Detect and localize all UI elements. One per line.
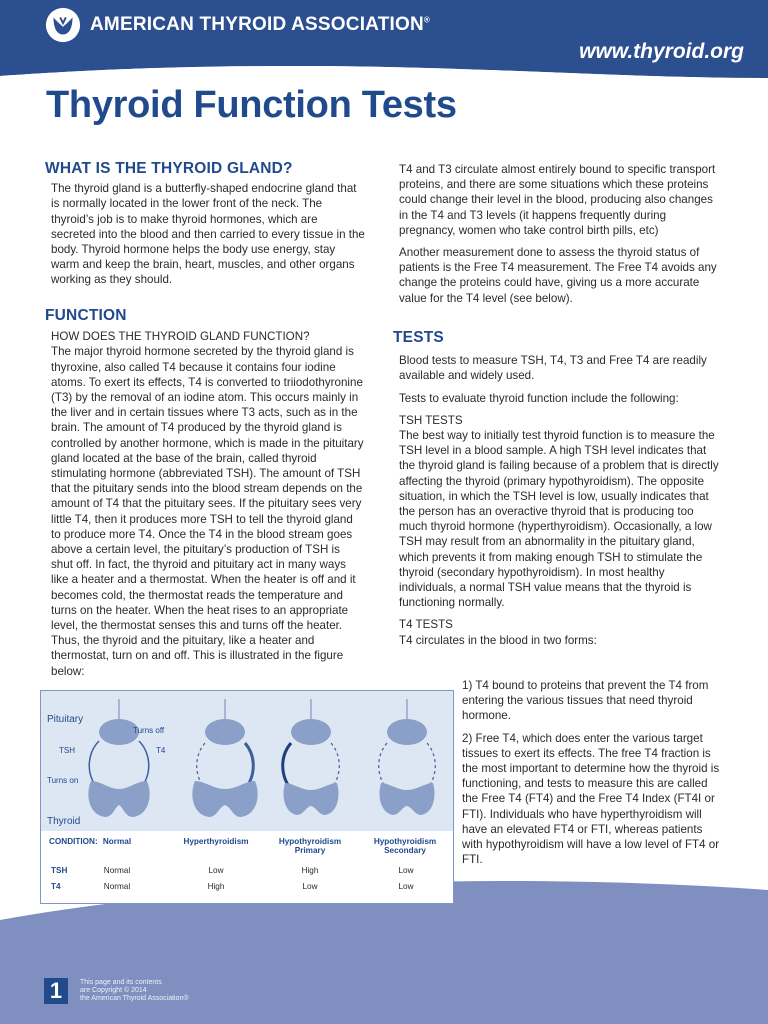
paragraph-free-t4: Another measurement done to assess the thyroid status of patients is the Free T4 measurement. The Free T4 avoids any change the proteins could have, giving us a more accurate value for the T4 level (see below). — [399, 246, 717, 305]
label-tsh: TSH — [59, 746, 75, 755]
t4-form-free: 2) Free T4, which does enter the various target tissues to exert its effects. The free T4 fraction is the most important to determine how the thyroid is functioning, and tests to measure this are called the Free T4 (FT4) and the Free T4 Index (FT4I or FTI). Individuals who have hyperthyroidism will have an elevated FT4 or FTI, whereas patients with hypothyroidism will have a low level of FT4 or FTI. — [462, 731, 720, 867]
question-function: HOW DOES THE THYROID GLAND FUNCTION? — [51, 330, 310, 344]
tests-section — [393, 330, 721, 655]
function-section — [45, 308, 365, 686]
feedback-diagram — [41, 691, 453, 831]
website-link[interactable]: www.thyroid.org — [579, 40, 744, 63]
condition-label: CONDITION: — [49, 837, 98, 846]
paragraph-function: The major thyroid hormone secreted by the thyroid gland is thyroxine, also called T4 because it contains four iodine atoms. To exert its effects, T4 is converted to triiodothyronine (T3) by the removal of an iodine atom. This occurs mainly in the liver and in certain tissues where T3 acts, such as in the brain. The amount of T4 produced by the thyroid gland is controlled by another hormone, which is made in the pituitary gland located at the base of the brain, called thyroid stimulating hormone (abbreviated TSH). The amount of TSH that the pituitary sends into the blood stream depends on the amount of T4 that the pituitary sees. If the pituitary sees very little T4, then it produces more TSH to tell the thyroid gland to produce more T4. Once the T4 in the blood stream goes above a certain level, the pituitary’s production of TSH is shut off. In fact, the thyroid and pituitary act in many ways like a heater and a thermostat. When the heater is off and it becomes cold, the thermostat reads the temperature and turns on the heater. When the heat rises to an appropriate level, the thermostat senses this and turns off the heater. Thus, the thyroid and the pituitary, like a heater and thermostat, turn on and off. This is illustrated in the figure below: — [51, 345, 364, 678]
label-turns-on: Turns on — [47, 776, 79, 785]
heading-function: FUNCTION — [45, 307, 127, 324]
col-normal: Normal — [102, 837, 132, 846]
ata-logo — [44, 6, 430, 44]
label-t4: T4 — [156, 746, 166, 755]
row-t4-label: T4 — [51, 882, 61, 891]
col-hyper: Hyperthyroidism — [183, 837, 249, 846]
t4-normal: Normal — [103, 882, 131, 891]
t4-hyper: High — [207, 882, 225, 891]
copyright-notice: This page and its contents are Copyright © 2014 the American Thyroid Association® — [80, 979, 189, 1002]
heading-t4-tests: T4 TESTS — [399, 618, 453, 632]
page-title: Thyroid Function Tests — [46, 84, 457, 126]
page-number: 1 — [44, 978, 68, 1004]
heading-tests: TESTS — [393, 329, 444, 346]
t4-forms — [462, 678, 722, 874]
t4-hypo-primary: Low — [302, 882, 318, 891]
t4-hypo-secondary: Low — [398, 882, 414, 891]
paragraph-thyroid-gland: The thyroid gland is a butterfly-shaped endocrine gland that is normally located in the lower front of the neck. The thyroid’s job is to make thyroid hormones, which are secreted into the blood and then carried to every tissue in the body. Thyroid hormone helps the body use energy, stay warm and keep the brain, heart, muscles, and other organs working as they should. — [51, 182, 365, 287]
tsh-hyper: Low — [208, 866, 224, 875]
heading-thyroid-gland: WHAT IS THE THYROID GLAND? — [45, 160, 293, 177]
left-column — [45, 161, 365, 295]
thyroid-logo-icon — [44, 6, 82, 44]
tsh-normal: Normal — [103, 866, 131, 875]
paragraph-tests-1: Blood tests to measure TSH, T4, T3 and Free T4 are readily available and widely used. — [399, 354, 707, 383]
label-pituitary: Pituitary — [47, 714, 84, 725]
label-turns-off: Turns off — [133, 726, 165, 735]
right-column — [399, 162, 721, 313]
paragraph-tsh-tests: The best way to initially test thyroid function is to measure the TSH level in a blood sample. A high TSH level indicates that the thyroid gland is failing because of a problem that is directly affecting the thyroid (primary hypothyroidism). The opposite situation, in which the TSH level is low, usually indicates that the person has an overactive thyroid that is producing too much thyroid hormone (hyperthyroidism). Occasionally, a low TSH may result from an abnormality in the pituitary gland, which prevents it from making enough TSH to stimulate the thyroid (secondary hypothyroidism). In most healthy individuals, a normal TSH value means that the thyroid is functioning normally. — [399, 429, 719, 610]
col-hypo-secondary: Hypothyroidism Secondary — [373, 837, 437, 855]
t4-form-bound: 1) T4 bound to proteins that prevent the T4 from entering the various tissues that need thyroid hormone. — [462, 679, 709, 723]
tsh-hypo-secondary: Low — [398, 866, 414, 875]
heading-tsh-tests: TSH TESTS — [399, 413, 463, 427]
col-hypo-primary: Hypothyroidism Primary — [278, 837, 342, 855]
label-thyroid: Thyroid — [47, 816, 81, 827]
tsh-hypo-primary: High — [301, 866, 319, 875]
paragraph-tests-2: Tests to evaluate thyroid function include the following: — [399, 391, 679, 405]
thyroid-feedback-figure — [40, 690, 454, 904]
paragraph-t4-tests: T4 circulates in the blood in two forms: — [399, 633, 597, 647]
org-name: AMERICAN THYROID ASSOCIATION® — [90, 14, 430, 35]
paragraph-circulation: T4 and T3 circulate almost entirely bound to specific transport proteins, and there are some situations which these proteins could change their level in the blood, producing also changes in the T4 and T3 levels (it happens frequently during pregnancy, women who take control birth pills, etc) — [399, 163, 716, 237]
row-tsh-label: TSH — [51, 866, 68, 875]
